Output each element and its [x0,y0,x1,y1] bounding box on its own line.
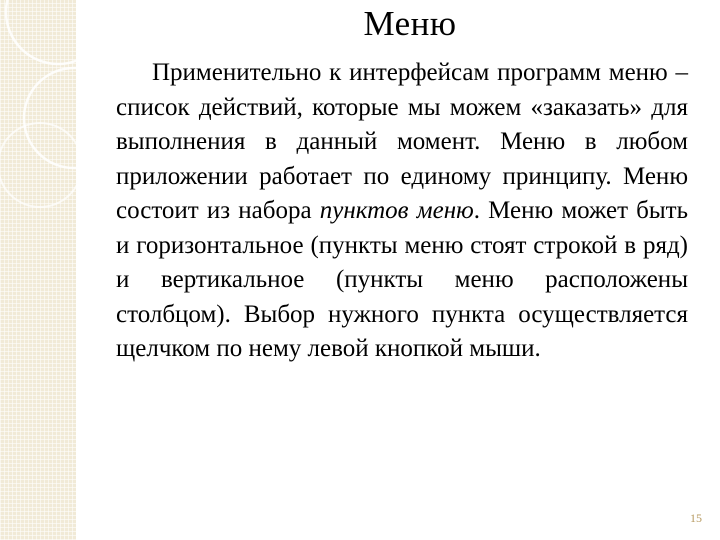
ornament-circle-middle [24,68,76,168]
body-text-end: . Меню может быть и горизонтальное (пункты меню стоят строкой в ряд) и вертикальное (пункты меню расположены столбцом). Выбор нужного пункта осуществляется щелчком по нему левой кнопкой мыши. [116,197,688,362]
slide-body [116,56,688,367]
body-paragraph [116,56,688,367]
decorative-sidebar [0,0,76,540]
slide-title: Меню [363,4,457,43]
body-text-emphasis: пунктов меню [319,197,474,224]
ornament-circles [0,0,76,540]
ornament-circle-lower [0,123,76,207]
ornament-circle-top [6,0,76,64]
body-text-start: Применительно к интерфейсам программ меню – список действий, которые мы можем «заказать» для выполнения в данный момент. Меню в любом приложении работает по единому принципу. Меню состоит из набора [116,59,688,224]
slide-number: 15 [690,511,702,525]
